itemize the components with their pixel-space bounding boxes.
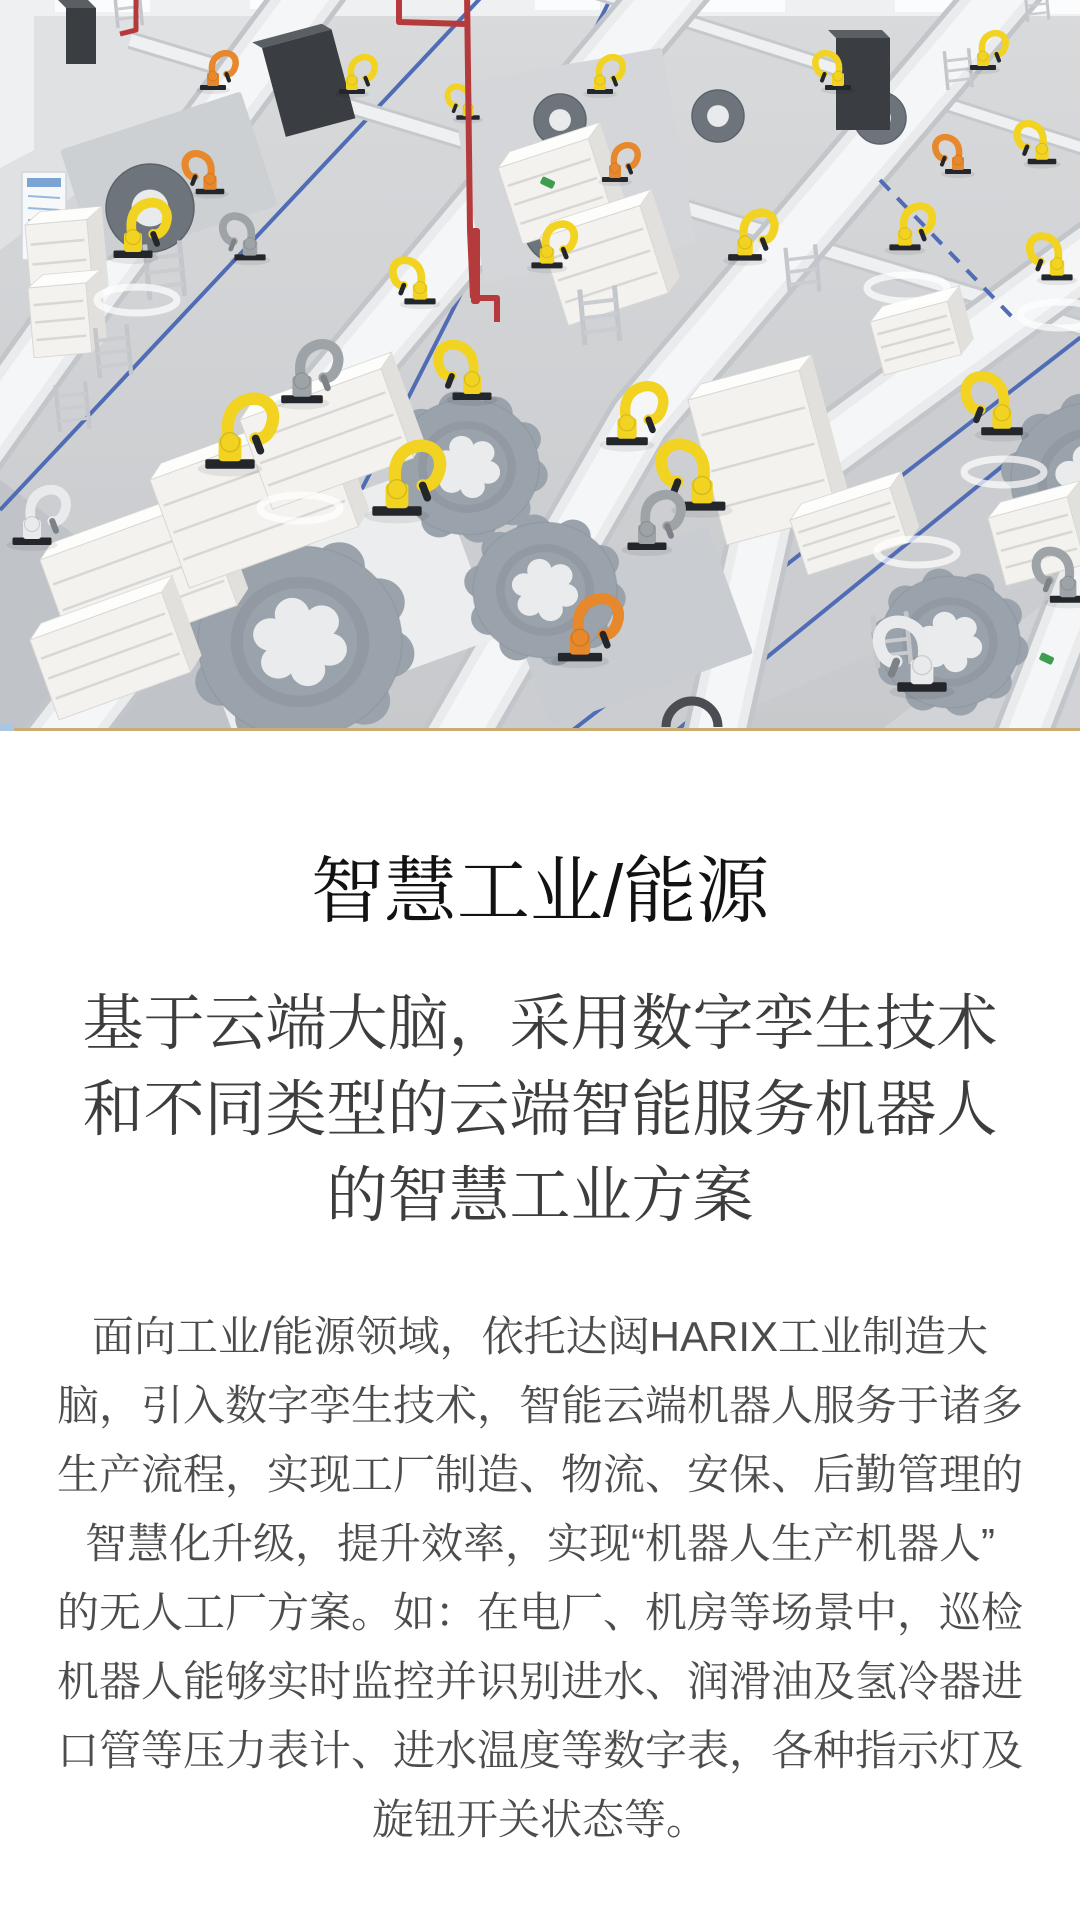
section-title: 智慧工业/能源 xyxy=(310,851,770,932)
hero-video[interactable] xyxy=(0,0,1080,731)
video-progress-played xyxy=(0,724,14,731)
description-line: 脑，引入数字孪生技术，智能云端机器人服务于诸多 xyxy=(56,1382,1023,1429)
description-line: 智慧化升级，提升效率，实现“机器人生产机器人” xyxy=(85,1520,995,1567)
subtitle-line: 基于云端大脑，采用数字孪生技术 xyxy=(82,989,998,1057)
description-line: 机器人能够实时监控并识别进水、润滑油及氢冷器进 xyxy=(56,1658,1023,1705)
subtitle-line: 和不同类型的云端智能服务机器人 xyxy=(82,1075,998,1143)
section-description xyxy=(0,1302,1080,1854)
section-subtitle xyxy=(0,980,1080,1238)
factory-scene-svg xyxy=(0,0,1080,731)
subtitle-line: 的智慧工业方案 xyxy=(326,1161,754,1229)
factory-scene xyxy=(0,0,1080,731)
description-line: 口管等压力表计、进水温度等数字表，各种指示灯及 xyxy=(56,1727,1023,1774)
description-line: 的无人工厂方案。如：在电厂、机房等场景中，巡检 xyxy=(56,1589,1023,1636)
description-line: 旋钮开关状态等。 xyxy=(371,1796,708,1843)
video-progress-bar[interactable] xyxy=(0,728,1080,731)
description-line: 生产流程，实现工厂制造、物流、安保、后勤管理的 xyxy=(56,1451,1023,1498)
description-line: 面向工业/能源领域，依托达闼HARIX工业制造大 xyxy=(91,1313,989,1360)
